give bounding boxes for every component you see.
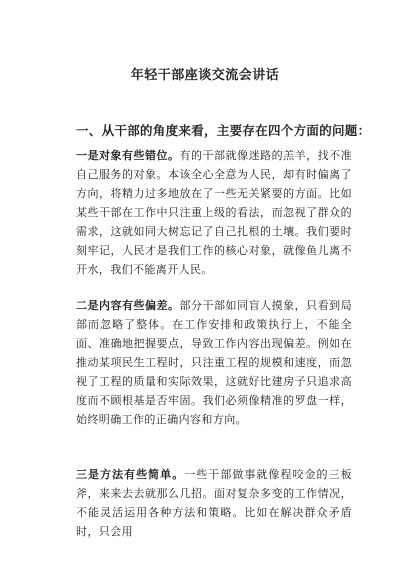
paragraph-3: [76, 465, 352, 541]
paragraph-1: [76, 146, 352, 279]
paragraph-2-lead: 二是内容有些偏差。: [76, 299, 180, 312]
paragraph-2-text: 部分干部如同盲人摸象，只看到局部而忽略了整体。在工作安排和政策执行上，不能全面、准确地把握要点，导致工作内容出现偏差。例如在推动某项民生工程时，只注重工程的规模和速度，而忽视了工程的质量和实际效果，这就好比建房子只追求高度而不顾根基是否牢固。我们必须像精准的罗盘一样，始终明确工作的正确内容和方向。: [76, 299, 353, 426]
paragraph-1-text: 有的干部就像迷路的羔羊，找不准自己服务的对象。本该全心全意为人民，却有时偏离了方向，将精力过多地放在了一些无关紧要的方面。比如某些干部在工作中只注重上级的看法，而忽视了群众的需求，这就如同大树忘记了自己扎根的土壤。我们要时刻牢记，人民才是我们工作的核心对象，就像鱼儿离不开水，我们不能离开人民。: [76, 149, 353, 276]
document-title: 年轻干部座谈交流会讲话: [130, 68, 280, 83]
paragraph-2: [76, 296, 352, 429]
section-heading: 一、从干部的角度来看，主要存在四个方面的问题：: [76, 123, 371, 138]
paragraph-1-lead: 一是对象有些错位。: [76, 149, 180, 162]
paragraph-3-text: 一些干部做事就像程咬金的三板斧，来来去去就那么几招。面对复杂多变的工作情况，不能灵活运用各种方法和策略。比如在解决群众矛盾时，只会用: [76, 468, 352, 538]
paragraph-3-lead: 三是方法有些简单。: [76, 468, 185, 481]
